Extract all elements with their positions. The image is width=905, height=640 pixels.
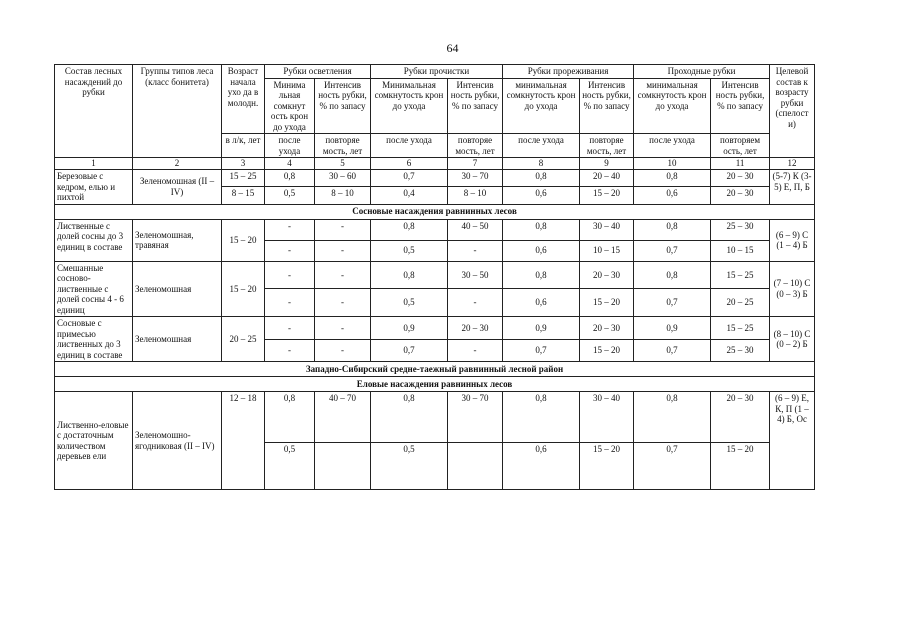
table-cell: - (265, 339, 315, 362)
col-number: 11 (711, 158, 770, 170)
col-number: 7 (448, 158, 503, 170)
table-cell: 0,5 (265, 443, 315, 490)
table-cell: - (315, 240, 371, 261)
table-cell: 15 – 20 (580, 339, 634, 362)
table-cell: 0,9 (634, 317, 711, 340)
section-heading: Западно-Сибирский средне-таежный равнинный лесной район (55, 362, 815, 377)
table-cell: - (315, 289, 371, 317)
forest-care-table (54, 64, 815, 490)
table-cell (448, 443, 503, 490)
table-cell: 15 – 20 (580, 187, 634, 204)
col-number: 10 (634, 158, 711, 170)
table-cell: 0,6 (503, 240, 580, 261)
table-cell: - (265, 240, 315, 261)
header-prokhod: Проходные рубки (634, 65, 770, 79)
table-cell: 0,5 (371, 443, 448, 490)
header-prochist-int: Интенсив ность рубки, % по запасу (448, 78, 503, 134)
table-cell: 0,8 (634, 219, 711, 240)
header-prored: Рубки прореживания (503, 65, 634, 79)
header-prokhod-min: минимальная сомкнутость крон до ухода (634, 78, 711, 134)
row-forest-group: Зеленомошная (133, 261, 222, 317)
table-cell: 10 – 15 (580, 240, 634, 261)
table-cell: 0,7 (634, 289, 711, 317)
col-number: 3 (222, 158, 265, 170)
table-row (55, 261, 815, 289)
row-composition: Березовые с кедром, елью и пихтой (55, 170, 133, 205)
row-target: (7 – 10) С (0 – 3) Б (770, 261, 815, 317)
table-cell: - (265, 289, 315, 317)
table-cell: 8 – 10 (315, 187, 371, 204)
row-composition: Лиственно-еловые с достаточным количеством деревьев ели (55, 392, 133, 490)
row-forest-group: Зеленомошная, травяная (133, 219, 222, 261)
row-composition: Сосновые с примесью лиственных до 3 единиц в составе (55, 317, 133, 362)
row-forest-group: Зеленомошная (II – IV) (133, 170, 222, 205)
col-number: 2 (133, 158, 222, 170)
table-cell: 20 – 30 (711, 170, 770, 187)
table-cell: 15 – 25 (711, 317, 770, 340)
col-number: 4 (265, 158, 315, 170)
header-composition: Состав лесных насаждений до рубки (55, 65, 133, 158)
table-cell: - (315, 339, 371, 362)
col-number: 9 (580, 158, 634, 170)
table-cell: 0,9 (371, 317, 448, 340)
section-heading: Еловые насаждения равнинных лесов (55, 377, 815, 392)
table-cell: 0,8 (503, 170, 580, 187)
header-prochist: Рубки прочистки (371, 65, 503, 79)
row-age: 12 – 18 (222, 392, 265, 490)
header-svetl: Рубки осветления (265, 65, 371, 79)
section-heading: Сосновые насаждения равнинных лесов (55, 204, 815, 219)
table-cell: 20 – 30 (711, 187, 770, 204)
table-cell: - (448, 339, 503, 362)
table-cell: 8 – 10 (448, 187, 503, 204)
table-cell: 0,7 (634, 443, 711, 490)
table-cell: 20 – 25 (711, 289, 770, 317)
table-cell: 0,6 (503, 289, 580, 317)
table-cell: - (448, 289, 503, 317)
row-target: (6 – 9) Е, К, П (1 – 4) Б, Ос (770, 392, 815, 490)
col-number: 8 (503, 158, 580, 170)
header-after-svetl: после ухода (265, 134, 315, 158)
table-cell: 0,6 (634, 187, 711, 204)
table-cell: - (315, 219, 371, 240)
table-cell: 30 – 70 (448, 392, 503, 443)
table-cell: 20 – 30 (580, 317, 634, 340)
table-cell: 0,7 (371, 170, 448, 187)
table-cell: 0,5 (265, 187, 315, 204)
table-cell: 0,6 (503, 187, 580, 204)
row-age: 20 – 25 (222, 317, 265, 362)
table-cell: - (265, 219, 315, 240)
table-cell: 20 – 30 (711, 392, 770, 443)
table-cell: 8 – 15 (222, 187, 265, 204)
table-cell: 0,8 (371, 392, 448, 443)
table-cell: 30 – 70 (448, 170, 503, 187)
row-target: (6 – 9) С (1 – 4) Б (770, 219, 815, 261)
table-cell: 15 – 20 (580, 289, 634, 317)
header-prored-min: минимальная сомкнутость крон до ухода (503, 78, 580, 134)
header-rep-svetl: повторяе мость, лет (315, 134, 371, 158)
table-cell: 0,7 (634, 240, 711, 261)
table-row (55, 317, 815, 340)
header-after-prokhod: после ухода (634, 134, 711, 158)
col-number: 12 (770, 158, 815, 170)
table-cell: 0,8 (634, 261, 711, 289)
table-cell: 20 – 40 (580, 170, 634, 187)
table-cell: 30 – 40 (580, 219, 634, 240)
row-forest-group: Зеленомошно-ягодниковая (II – IV) (133, 392, 222, 490)
table-cell: - (265, 317, 315, 340)
table-cell: 0,4 (371, 187, 448, 204)
table-cell: 30 – 40 (580, 392, 634, 443)
table-cell: 15 – 25 (222, 170, 265, 187)
header-rep-prokhod: повторяем ость, лет (711, 134, 770, 158)
table-row (55, 219, 815, 240)
row-forest-group: Зеленомошная (133, 317, 222, 362)
header-prored-int: Интенсив ность рубки, % по запасу (580, 78, 634, 134)
header-prokhod-int: Интенсив ность рубки, % по запасу (711, 78, 770, 134)
row-age: 15 – 20 (222, 261, 265, 317)
row-age: 15 – 20 (222, 219, 265, 261)
table-row (55, 170, 815, 187)
table-cell: 0,5 (371, 240, 448, 261)
row-composition: Лиственные с долей сосны до 3 единиц в составе (55, 219, 133, 261)
table-cell: - (315, 261, 371, 289)
header-age: Возраст начала ухо да в молодн. (222, 65, 265, 134)
table-cell: 0,7 (634, 339, 711, 362)
header-age-unit: в л/к, лет (222, 134, 265, 158)
table-cell: 0,8 (371, 261, 448, 289)
col-number: 5 (315, 158, 371, 170)
col-number: 6 (371, 158, 448, 170)
table-cell: 15 – 20 (580, 443, 634, 490)
table-cell: 0,7 (371, 339, 448, 362)
table-cell: 0,8 (265, 392, 315, 443)
table-cell: 25 – 30 (711, 219, 770, 240)
table-cell: 15 – 25 (711, 261, 770, 289)
table-cell: 25 – 30 (711, 339, 770, 362)
table-cell: 20 – 30 (448, 317, 503, 340)
column-numbers-row (55, 158, 815, 170)
table-cell: 0,8 (634, 392, 711, 443)
header-after-prored: после ухода (503, 134, 580, 158)
header-svetl-int: Интенсив ность рубки, % по запасу (315, 78, 371, 134)
table-cell: 0,8 (503, 219, 580, 240)
table-cell: 0,8 (265, 170, 315, 187)
table-row (55, 392, 815, 443)
header-target: Целевой состав к возрасту рубки (спелост и) (770, 65, 815, 158)
table-cell: - (265, 261, 315, 289)
table-cell: - (448, 240, 503, 261)
table-cell: 0,7 (503, 339, 580, 362)
row-target: (8 – 10) С (0 – 2) Б (770, 317, 815, 362)
table-cell: 10 – 15 (711, 240, 770, 261)
header-svetl-min: Минима льная сомкнут ость крон до ухода (265, 78, 315, 134)
header-rep-prochist: повторяе мость, лет (448, 134, 503, 158)
header-prochist-min: Минимальная сомкнутость крон до ухода (371, 78, 448, 134)
table-cell: 0,8 (503, 261, 580, 289)
table-cell: 40 – 50 (448, 219, 503, 240)
table-cell: - (315, 317, 371, 340)
table-cell: 0,6 (503, 443, 580, 490)
table-cell: 0,8 (503, 392, 580, 443)
row-composition: Смешанные сосново-лиственные с долей сосны 4 - 6 единиц (55, 261, 133, 317)
header-rep-prored: повторяе мость, лет (580, 134, 634, 158)
table-cell: 20 – 30 (580, 261, 634, 289)
col-number: 1 (55, 158, 133, 170)
table-cell: 0,9 (503, 317, 580, 340)
row-target: (5-7) К (3-5) Е, П, Б (770, 170, 815, 205)
table-cell: 30 – 60 (315, 170, 371, 187)
table-cell: 0,5 (371, 289, 448, 317)
table-cell: 0,8 (634, 170, 711, 187)
table-cell: 15 – 20 (711, 443, 770, 490)
table-cell: 0,8 (371, 219, 448, 240)
page-number: 64 (446, 41, 459, 55)
table-cell: 30 – 50 (448, 261, 503, 289)
header-forest-groups: Группы типов леса (класс бонитета) (133, 65, 222, 158)
table-cell: 40 – 70 (315, 392, 371, 443)
header-after-prochist: после ухода (371, 134, 448, 158)
table-cell (315, 443, 371, 490)
